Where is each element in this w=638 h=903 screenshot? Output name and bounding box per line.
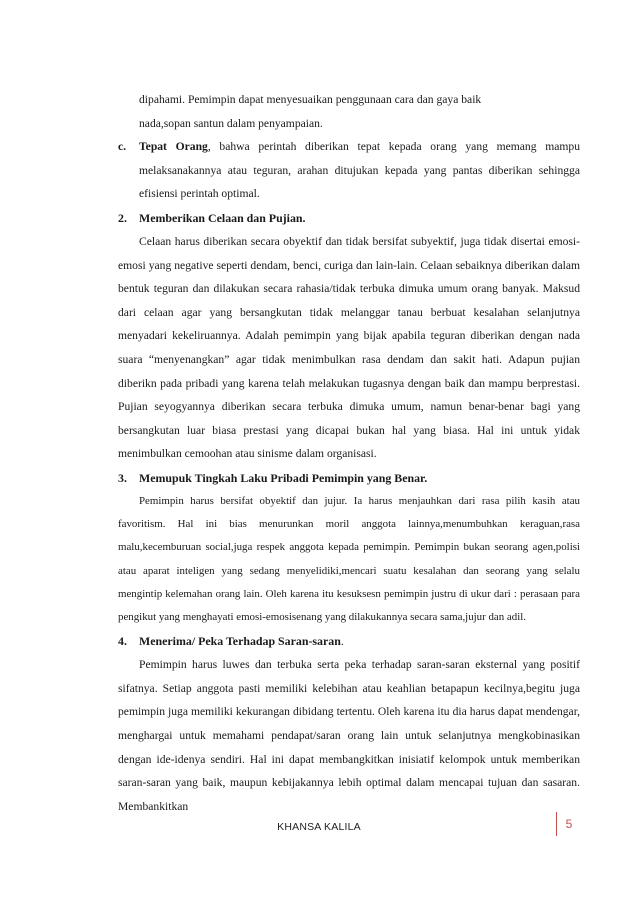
list-item-c-label: c. [118, 140, 127, 154]
section-4-number: 4. [118, 634, 127, 649]
section-4-title-tail: . [340, 634, 344, 649]
section-4-body: Pemimpin harus luwes dan terbuka serta peka terhadap saran-saran eksternal yang positif sifatnya. Setiap anggota pasti memiliki kelebihan atau keahlian betapapun kecilnya,begitu juga pemimpin juga memiliki kekurangan dibidang tertentu. Oleh karena itu dia harus dapat mendengar, menghargai untuk memahami pendapat/saran orang lain untuk selanjutnya mengkobinasikan dengan ide-idenya sendiri. Hal ini dapat membangkitkan inisiatif kelompok untuk memberikan saran-saran yang baik, maupun kebijakannya lebih optimal dalam mencapai tujuan dan sasaran. Membankitkan [118, 658, 580, 813]
list-item-c-body [139, 135, 580, 206]
section-3-body: Pemimpin harus bersifat obyektif dan jujur. Ia harus menjauhkan dari rasa pilih kasih atau favoritism. Hal ini bias menurunkan moril anggota lainnya,menumbuhkan keraguan,rasa malu,kecemburuan social,juga respek anggota kepada pemimpin. Pemimpin bukan seorang agen,polisi atau aparat inteligen yang sedang menyelidiki,mencari suatu kesalahan dan seorang yang selalu mengintip kelemahan orang lain. Oleh karena itu kesuksesn pemimpin justru di ukur dari : perasaan para pengikut yang menghayati emosi-emosisenang yang dilakukannya secara sama,jujur dan adil. [118, 494, 580, 623]
section-2-body: Celaan harus diberikan secara obyektif dan tidak bersifat subyektif, juga tidak disertai emosi-emosi yang negative seperti dendam, benci, curiga dan lain-lain. Celaan sebaiknya diberikan dalam bentuk teguran dan dilakukan secara rahasia/tidak terbuka dimuka umum orang banyak. Maksud dari celaan agar yang bersangkutan tidak melanggar tanau berbuat kesalahan selanjutnya menyadari kekeliruannya. Adalah pemimpin yang bijak apabila teguran diberikan dengan nada suara “menyenangkan” agar tidak menimbulkan rasa dendam dan sakit hati. Adapun pujian diberikn pada pribadi yang karena telah melakukan tugasnya dengan baik dan mampu berprestasi. Pujian seyogyannya diberikan secara terbuka dimuka umum, namun benar-benar bagi yang bersangkutan luar biasa prestasi yang dicapai bukan hal yang biasa. Hal ini untuk yidak menimbulkan cemoohan atau sinisme dalam organisasi. [118, 234, 580, 461]
section-3-heading [118, 466, 580, 490]
list-item-c [118, 135, 580, 206]
section-4-heading [118, 629, 580, 653]
list-item-c-text: , bahwa perintah diberikan tepat kepada orang yang memang mampu melaksanakannya atau teguran, arahan ditujukan kepada yang pantas diberikan sehingga efisiensi perintah optimal. [139, 140, 580, 201]
section-3-number: 3. [118, 470, 127, 485]
continuation-line-2: nada,sopan santun dalam penyampaian. [139, 116, 323, 130]
section-2-title: Memberikan Celaan dan Pujian. [139, 210, 306, 225]
section-4-title: Menerima/ Peka Terhadap Saran-saran [139, 634, 341, 649]
section-2-heading [118, 206, 580, 230]
page-number: 5 [556, 812, 581, 836]
footer-author: KHANSA KALILA [277, 821, 361, 833]
section-2-number: 2. [118, 210, 127, 225]
list-item-c-lead: Tepat Orang [139, 140, 208, 154]
section-3-title: Memupuk Tingkah Laku Pribadi Pemimpin yang Benar. [139, 470, 428, 485]
continuation-line-1: dipahami. Pemimpin dapat menyesuaikan penggunaan cara dan gaya baik [139, 93, 482, 106]
page-content [118, 88, 580, 818]
